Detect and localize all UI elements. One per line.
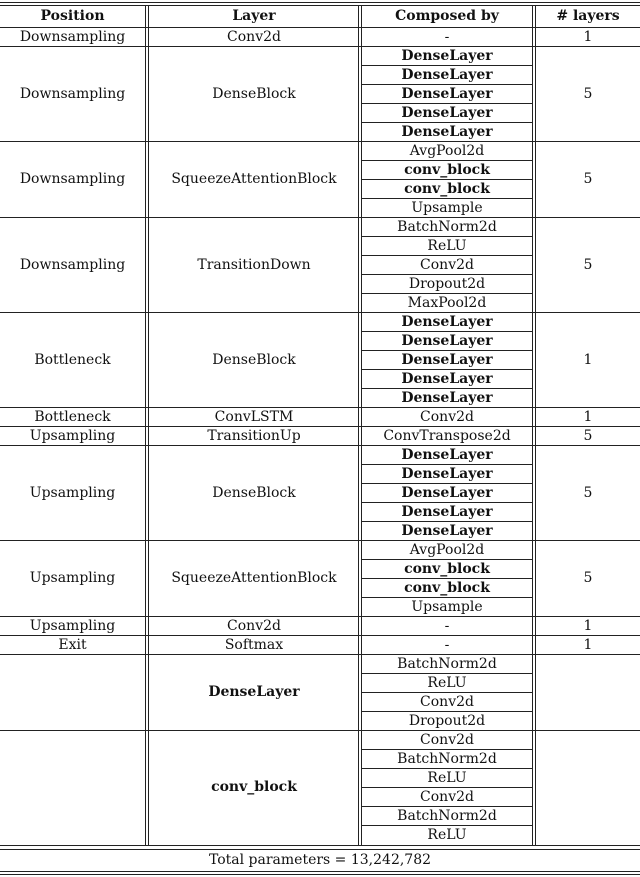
composed-by-cell: Conv2d (420, 731, 474, 748)
composed-by-cell: ConvTranspose2d (383, 427, 511, 444)
sub-rule (362, 388, 533, 389)
composed-by-cell: ReLU (427, 769, 467, 786)
position-cell: Exit (58, 636, 87, 653)
composed-by-cell: ReLU (427, 237, 467, 254)
num-layers-cell: 1 (583, 636, 593, 653)
position-cell: Downsampling (19, 85, 126, 102)
sub-rule (362, 198, 533, 199)
position-cell: Bottleneck (34, 351, 111, 368)
composed-by-cell: Conv2d (420, 788, 474, 805)
layer-cell: SqueezeAttentionBlock (171, 570, 337, 586)
composed-by-cell: - (444, 617, 450, 634)
column-rule (148, 5, 149, 845)
composed-by-cell: BatchNorm2d (397, 218, 497, 235)
layer-cell: DenseBlock (212, 351, 296, 368)
sub-rule (362, 160, 533, 161)
num-layers-cell: 5 (583, 256, 593, 273)
composed-by-cell: BatchNorm2d (397, 750, 497, 767)
sub-rule (362, 673, 533, 674)
composed-by-cell: DenseLayer (401, 370, 493, 387)
sub-rule (362, 559, 533, 560)
sub-rule (362, 806, 533, 807)
layer-cell: DenseBlock (212, 85, 296, 102)
composed-by-cell: BatchNorm2d (397, 655, 497, 672)
composed-by-cell: Upsample (411, 598, 483, 615)
column-rule (532, 5, 533, 845)
composed-by-cell: DenseLayer (401, 503, 493, 520)
sub-rule (362, 502, 533, 503)
position-cell: Downsampling (19, 28, 126, 45)
composed-by-cell: DenseLayer (401, 389, 493, 406)
sub-rule (362, 293, 533, 294)
final-rule (0, 874, 640, 875)
sub-rule (362, 103, 533, 104)
composed-by-cell: DenseLayer (401, 85, 493, 102)
sub-rule (362, 787, 533, 788)
composed-by-cell: DenseLayer (401, 465, 493, 482)
composed-by-cell: DenseLayer (401, 332, 493, 349)
num-layers-cell (536, 730, 640, 844)
composed-by-cell: DenseLayer (401, 313, 493, 330)
composed-by-cell: DenseLayer (401, 47, 493, 64)
composed-by-cell: DenseLayer (401, 66, 493, 83)
sub-rule (362, 578, 533, 579)
position-cell: Upsampling (29, 427, 116, 444)
sub-rule (362, 236, 533, 237)
composed-by-cell: DenseLayer (401, 522, 493, 539)
composed-by-cell: - (444, 636, 450, 653)
top-rule (0, 2, 640, 3)
position-cell: Downsampling (19, 171, 126, 187)
final-rule (0, 871, 640, 872)
sub-rule (362, 749, 533, 750)
composed-by-cell: AvgPool2d (409, 142, 485, 159)
sub-rule (362, 369, 533, 370)
layer-cell: TransitionUp (207, 427, 301, 444)
composed-by-cell: Conv2d (420, 256, 474, 273)
sub-rule (362, 825, 533, 826)
num-layers-cell (536, 654, 640, 730)
sub-rule (362, 331, 533, 332)
composed-by-cell: ReLU (427, 826, 467, 843)
composed-by-cell: DenseLayer (401, 104, 493, 121)
sub-rule (362, 692, 533, 693)
header-composed-by: Composed by (395, 8, 499, 24)
total-parameters: Total parameters = 13,242,782 (208, 852, 432, 868)
num-layers-cell: 5 (583, 85, 593, 102)
composed-by-cell: DenseLayer (401, 446, 493, 463)
sub-rule (362, 255, 533, 256)
header-position: Position (40, 8, 105, 24)
sub-rule (362, 350, 533, 351)
composed-by-cell: MaxPool2d (407, 294, 487, 311)
num-layers-cell: 1 (583, 617, 593, 634)
sub-rule (362, 597, 533, 598)
layer-cell: TransitionDown (197, 256, 311, 273)
num-layers-cell: 5 (583, 171, 593, 187)
sub-rule (362, 65, 533, 66)
column-rule (358, 5, 359, 845)
composed-by-cell: Dropout2d (408, 275, 486, 292)
composed-by-cell: conv_block (404, 161, 490, 178)
composed-by-cell: conv_block (404, 560, 490, 577)
layer-cell: conv_block (211, 779, 297, 795)
layer-cell: Conv2d (227, 28, 281, 45)
composed-by-cell: ReLU (427, 674, 467, 691)
sub-rule (362, 84, 533, 85)
composed-by-cell: Conv2d (420, 693, 474, 710)
composed-by-cell: BatchNorm2d (397, 807, 497, 824)
position-cell: Downsampling (19, 256, 126, 273)
sub-rule (362, 483, 533, 484)
num-layers-cell: 5 (583, 427, 593, 444)
layer-cell: ConvLSTM (214, 408, 294, 425)
sub-rule (362, 122, 533, 123)
layer-cell: Softmax (224, 636, 284, 653)
sub-rule (362, 274, 533, 275)
num-layers-cell: 1 (583, 408, 593, 425)
composed-by-cell: DenseLayer (401, 484, 493, 501)
position-cell: Upsampling (29, 484, 116, 501)
layer-cell: DenseLayer (208, 684, 300, 700)
sub-rule (362, 464, 533, 465)
composed-by-cell: DenseLayer (401, 351, 493, 368)
composed-by-cell: conv_block (404, 180, 490, 197)
layer-cell: SqueezeAttentionBlock (171, 171, 337, 187)
column-rule (145, 5, 146, 845)
composed-by-cell: conv_block (404, 579, 490, 596)
position-cell: Upsampling (29, 570, 116, 586)
sub-rule (362, 711, 533, 712)
num-layers-cell: 5 (583, 484, 593, 501)
composed-by-cell: Conv2d (420, 408, 474, 425)
position-cell (0, 730, 145, 844)
sub-rule (362, 768, 533, 769)
position-cell (0, 654, 145, 730)
composed-by-cell: - (444, 28, 450, 45)
header-layer: Layer (232, 8, 276, 24)
sub-rule (362, 521, 533, 522)
layer-cell: Conv2d (227, 617, 281, 634)
composed-by-cell: Upsample (411, 199, 483, 216)
position-cell: Bottleneck (34, 408, 111, 425)
position-cell: Upsampling (29, 617, 116, 634)
sub-rule (362, 179, 533, 180)
composed-by-cell: Dropout2d (408, 712, 486, 729)
bottom-rule (0, 845, 640, 846)
column-rule (361, 5, 362, 845)
num-layers-cell: 5 (583, 570, 593, 586)
composed-by-cell: DenseLayer (401, 123, 493, 140)
header-num-layers: # layers (556, 8, 620, 24)
column-rule (535, 5, 536, 845)
composed-by-cell: AvgPool2d (409, 541, 485, 558)
num-layers-cell: 1 (583, 351, 593, 368)
layer-cell: DenseBlock (212, 484, 296, 501)
num-layers-cell: 1 (583, 28, 593, 45)
